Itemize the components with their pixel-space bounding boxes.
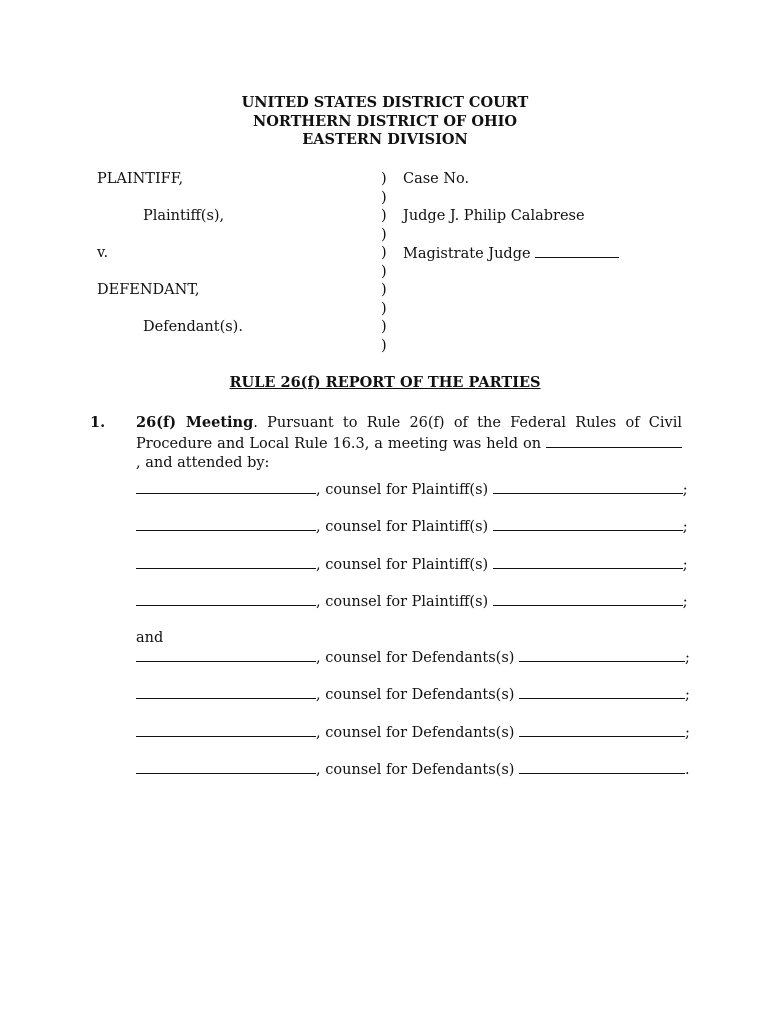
caption-paren: ): [381, 208, 387, 224]
court-division: EASTERN DIVISION: [302, 131, 468, 148]
party-name-blank[interactable]: [519, 723, 685, 737]
party-name-blank[interactable]: [493, 517, 683, 531]
defendant-counsel-line: [136, 723, 690, 742]
caption-defendant-role: Defendant(s).: [143, 319, 243, 335]
caption-paren: ): [381, 282, 387, 298]
caption-plaintiff-role: Plaintiff(s),: [143, 208, 225, 224]
report-title: RULE 26(f) REPORT OF THE PARTIES: [229, 374, 541, 391]
magistrate-judge-label: Magistrate Judge: [403, 246, 531, 262]
line-end: ;: [685, 650, 690, 666]
party-name-blank[interactable]: [493, 480, 683, 494]
caption-paren: ): [381, 337, 387, 354]
meeting-date-blank[interactable]: [546, 434, 682, 448]
counsel-label: , counsel for Defendants(s): [316, 725, 520, 741]
and-label: and: [136, 630, 164, 646]
line-end: .: [685, 762, 690, 778]
counsel-label: , counsel for Defendants(s): [316, 762, 520, 778]
section-text: . Pursuant to Rule 26(f) of the Federal Rules of Civil Procedure and Local Rule 16.3, a meeting was held on: [136, 415, 682, 452]
counsel-label: , counsel for Plaintiff(s): [316, 482, 493, 498]
caption-paren: ): [381, 319, 387, 335]
attorney-name-blank[interactable]: [136, 555, 316, 569]
party-name-blank[interactable]: [519, 760, 685, 774]
attorney-name-blank[interactable]: [136, 685, 316, 699]
line-end: ;: [682, 557, 688, 573]
line-end: ;: [685, 687, 690, 703]
defendant-counsel-line: [136, 760, 690, 779]
section-heading: 26(f) Meeting: [136, 414, 254, 431]
party-name-blank[interactable]: [493, 555, 683, 569]
caption-paren: ): [381, 300, 387, 317]
magistrate-judge-blank[interactable]: [535, 244, 619, 258]
court-district: NORTHERN DISTRICT OF OHIO: [252, 112, 518, 130]
court-name: UNITED STATES DISTRICT COURT: [241, 94, 529, 111]
attorney-name-blank[interactable]: [136, 648, 316, 662]
defendant-counsel-line: [136, 648, 690, 667]
magistrate-judge-line: [403, 244, 619, 263]
section-text-end: , and attended by:: [136, 455, 270, 471]
case-number-label: Case No.: [403, 171, 470, 187]
line-end: ;: [682, 482, 688, 498]
party-name-blank[interactable]: [519, 685, 685, 699]
caption-paren: ): [381, 245, 387, 261]
section-paragraph: [136, 413, 682, 474]
counsel-label: , counsel for Plaintiff(s): [316, 519, 493, 535]
caption-paren: ): [381, 171, 387, 187]
caption-paren: ): [381, 189, 387, 206]
court-heading: [0, 94, 770, 150]
plaintiff-counsel-line: [136, 480, 688, 499]
line-end: ;: [685, 725, 690, 741]
line-end: ;: [682, 594, 688, 610]
counsel-label: , counsel for Plaintiff(s): [316, 594, 493, 610]
defendant-counsel-line: [136, 685, 690, 704]
attorney-name-blank[interactable]: [136, 517, 316, 531]
counsel-label: , counsel for Defendants(s): [316, 687, 520, 703]
caption-paren: ): [381, 263, 387, 280]
attorney-name-blank[interactable]: [136, 723, 316, 737]
caption-paren: ): [381, 226, 387, 243]
attorney-name-blank[interactable]: [136, 760, 316, 774]
caption-plaintiff: PLAINTIFF,: [97, 171, 184, 187]
section-number: 1.: [90, 414, 106, 431]
caption-paren-column: [381, 170, 387, 355]
counsel-label: , counsel for Defendants(s): [316, 650, 520, 666]
party-name-blank[interactable]: [493, 592, 683, 606]
plaintiff-counsel-line: [136, 555, 688, 574]
caption-versus: v.: [97, 245, 109, 261]
attorney-name-blank[interactable]: [136, 480, 316, 494]
judge-name: Judge J. Philip Calabrese: [403, 208, 585, 224]
caption-defendant: DEFENDANT,: [97, 282, 200, 298]
plaintiff-counsel-line: [136, 592, 688, 611]
plaintiff-counsel-line: [136, 517, 688, 536]
party-name-blank[interactable]: [519, 648, 685, 662]
counsel-label: , counsel for Plaintiff(s): [316, 557, 493, 573]
attorney-name-blank[interactable]: [136, 592, 316, 606]
line-end: ;: [682, 519, 688, 535]
